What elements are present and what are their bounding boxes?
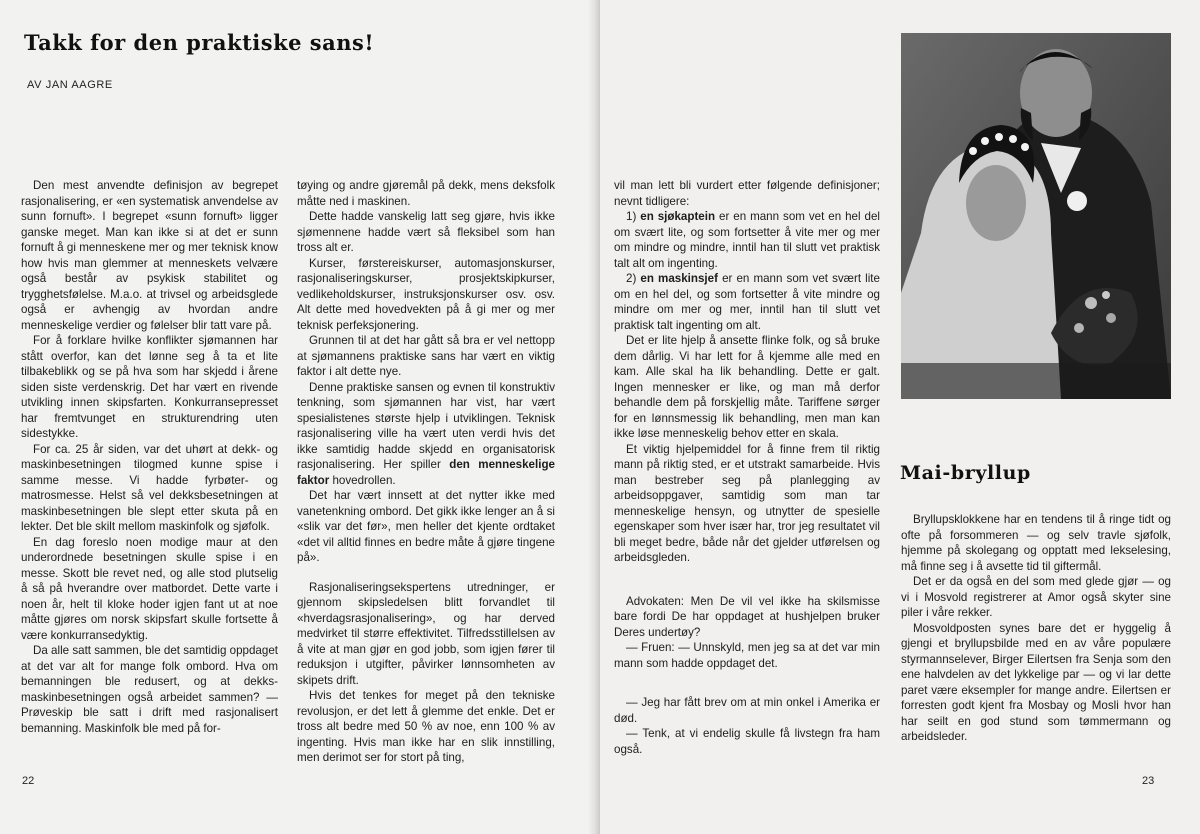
paragraph: For ca. 25 år siden, var det uhørt at dekk- og maskinbesetningen tilogmed kunne spise i samme messe. Vi hadde fyrbøter- og matrosmesse. Helst så vel dekksbesetningen at maskinbesetningen ble slept etter skuta på en lekter. Det ble skilt mellom maskinfolk og sjøfolk. bbox=[21, 442, 278, 533]
paragraph: En dag foreslo noen modige maur at den underordnede besetningen skulle spise i en messe. Skott ble revet ned, og alle stod plutselig å så på hverandre over matbordet. Dette varte i noen år, helt til kloke hoder igjen fant ut at noe måtte gjøres om norsk skipsfart skulle fortsette å være konkurransedyktig. bbox=[21, 535, 278, 642]
joke-paragraph: — Fruen: — Unnskyld, men jeg sa at det var min mann som hadde oppdaget det. bbox=[614, 641, 880, 670]
paragraph: Det er lite hjelp å ansette flinke folk, og så bruke dem dårlig. Vi har lett for å kjemme alle med en kam. Alle skal ha lik behandling. Dette er galt. Ingen mennesker er like, og man må derfor behandle dem på forskjellig måte. Tariffene sørger for en lønnsmessig lik behandling, men man kan ikke løse menneskelig behov etter en skala. bbox=[614, 334, 880, 440]
paragraph: Da alle satt sammen, ble det samtidig oppdaget at det var alt for mange folk ombord. Hva om bemanningen ble redusert, og at dekks- maskinbesetningen også arbeidet sammen? — Prøveskip ble satt i drift med rasjonalisert bemanning. Maskinfolk ble med på for- bbox=[21, 644, 278, 735]
paragraph: Hvis det tenkes for meget på den tekniske revolusjon, er det lett å glemme det enkle. Det er tross alt bedre med 50 % av noe, enn 100 % av ingenting. Hvis man ikke har en slik innstilling, men derimot ser for stort på ting, bbox=[297, 689, 555, 764]
paragraph: Dette hadde vanskelig latt seg gjøre, hvis ikke sjømennene hadde vært så fleksibel som han tross alt er. bbox=[297, 210, 555, 254]
list-marker: 1) bbox=[626, 210, 637, 223]
paragraph-text: er en mann som vet svært lite om en hel del, og som fortsetter å vite mindre og mindre om mer og mer, inntil han til slutt vet praktisk talt ingenting om alt. bbox=[614, 272, 880, 332]
article-byline: AV JAN AAGRE bbox=[27, 79, 113, 91]
wedding-photo-art bbox=[901, 33, 1171, 399]
paragraph-text: Denne praktiske sansen og evnen til konstruktiv tenkning, som sjømannen har vist, har vært spesialistenes største hjelp i utviklingen. Teknisk rasjonalisering ville ha vært uten verdi hvis det ikke samtidig hadde skjedd en organisatorisk rasjonalisering. Her spiller bbox=[297, 380, 555, 471]
paragraph: Det er da også en del som med glede gjør — og vi i Mosvold registrerer at Amor også skyter sine piler i våre rekker. bbox=[901, 575, 1171, 619]
paragraph: Det har vært innsett at det nytter ikke med vanetenkning ombord. Det gikk ikke lenger an å si «slik var det før», men heller det kjente ordtaket «det vil alltid finnes en bedre måte å gjøre tingene på». bbox=[297, 489, 555, 564]
page-number-left: 22 bbox=[22, 775, 35, 787]
paragraph: Et viktig hjelpemiddel for å finne frem til riktig mann på riktig sted, er et utstrakt samarbeide. Hvis man bestreber seg på planlegging av arbeidsoppgaver, samtidig som man tar menneskelige hensyn, og utnytter de spesielle egenskaper som hver især har, tror jeg resultatet vil bli meget bedre, både når det gjelder utførelsen og arbeidsgleden. bbox=[614, 442, 880, 564]
definition-paragraph bbox=[614, 209, 880, 271]
paragraph bbox=[297, 380, 555, 489]
wedding-photo bbox=[901, 33, 1171, 399]
left-page bbox=[0, 0, 596, 834]
paragraph: tøying og andre gjøremål på dekk, mens deksfolk måtte ned i maskinen. bbox=[297, 179, 555, 208]
paragraph: Mosvoldposten synes bare det er hyggelig å gjengi et bryllupsbilde med en av våre populære styrmannselever, Birger Eilertsen fra Senja som den ene halvdelen av det lykkelige par — og vi lar dette paret være eksempler for mange andre. Eilertsen er forresten godt kjent fra Mosbay og Mosli hvor han har seilt en god stund som tømmermann og arbeidsleder. bbox=[901, 621, 1171, 743]
article-headline: Takk for den praktiske sans! bbox=[24, 30, 375, 55]
paragraph: Bryllupsklokkene har en tendens til å ringe tidt og ofte på forsommeren — og selv travle sjøfolk, hjemme på skolegang og opptatt med lekselesing, må finne seg i å avsette tid til giftermål. bbox=[901, 513, 1171, 573]
paragraph: Kurser, førstereiskurser, automasjonskurser, rasjonaliseringskurser, prosjektskipkurser, vedlikeholdskurser, instruksjonskurser osv. osv. Alt dette med hovedvekten på å gi mer og mer teknisk perfeksjonering. bbox=[297, 256, 555, 332]
paragraph-text: er en mann som vet en hel del om svært lite, og som fortsetter å vite mer og mer om mindre og mindre, inntil han til slutt vet praktisk talt alt om ingenting. bbox=[614, 210, 880, 270]
definition-paragraph bbox=[614, 271, 880, 333]
emphasis-text: den menneskelige faktor bbox=[297, 458, 555, 487]
paragraph: vil man lett bli vurdert etter følgende definisjoner; nevnt tidligere: bbox=[614, 179, 880, 208]
article-column-4 bbox=[901, 512, 1171, 745]
article-column-2 bbox=[297, 178, 555, 766]
paragraph: Rasjonaliseringsekspertens utredninger, er gjennom skipsledelsen blitt forvandlet til «hverdagsrasjonalisering», og har derved medvirket til større effektivitet. Tilfredsstillelsen av å vite at man gjør en god jobb, som igjen fører til reduksjon i utgifter, påvirker lønnsomheten av skipets drift. bbox=[297, 580, 555, 687]
paragraph: Den mest anvendte definisjon av begrepet rasjonalisering, er «en systematisk anvendelse av sunn fornuft». I begrepet «sunn fornuft» ligger ganske meget. Man kan ikke si at det er sunn fornuft å gi menneskene mer og mer teknisk know how hvis man glemmer at menneskets velvære også består av psykisk stabilitet og trygghetsfølelse. M.a.o. at trivsel og arbeidsglede også er avhengig av hvordan andre menneskelige verdier og følelser blir tatt vare på. bbox=[21, 179, 278, 332]
section-heading: Mai-bryllup bbox=[900, 462, 1031, 484]
joke-paragraph: — Tenk, at vi endelig skulle få livstegn fra ham også. bbox=[614, 727, 880, 756]
article-column-1 bbox=[21, 178, 278, 736]
article-column-3 bbox=[614, 178, 880, 757]
joke-paragraph: Advokaten: Men De vil vel ikke ha skilsmisse bare fordi De har oppdaget at hushjelpen bruker Deres undertøy? bbox=[614, 594, 880, 639]
paragraph: For å forklare hvilke konflikter sjømannen har stått overfor, kan det lønne seg å ta et lite tilbakeblikk og se på hva som har skjedd i årene siden siste verdenskrig. Det har vært en rivende utvikling innen skipsfarten. Konkurransepresset har fremtvunget en strukturendring uten sidestykke. bbox=[21, 334, 278, 440]
page-number-right: 23 bbox=[1142, 775, 1155, 787]
paragraph-text: hovedrollen. bbox=[332, 473, 396, 487]
paragraph: Grunnen til at det har gått så bra er vel nettopp at sjømannens praktiske sans har vært en viktig faktor i alt dette nye. bbox=[297, 334, 555, 378]
list-marker: 2) bbox=[626, 272, 637, 285]
emphasis-text: en sjøkaptein bbox=[640, 210, 716, 223]
joke-paragraph: — Jeg har fått brev om at min onkel i Amerika er død. bbox=[614, 696, 880, 725]
emphasis-text: en maskinsjef bbox=[640, 272, 718, 285]
